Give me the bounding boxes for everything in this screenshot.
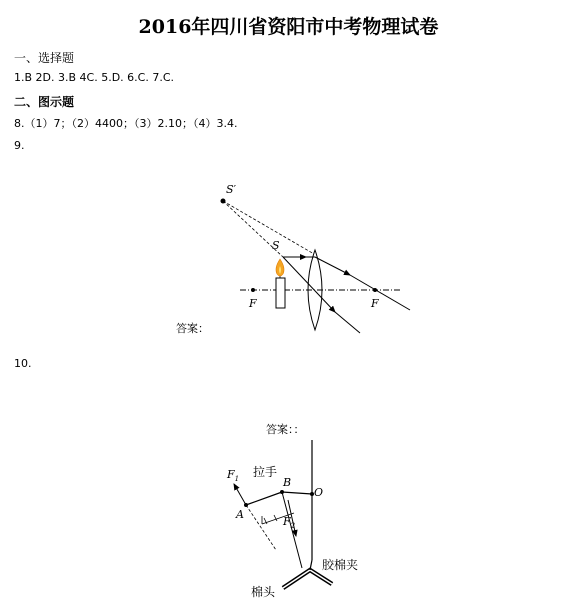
handle-arm <box>246 492 282 505</box>
label-f2: $F_2$ <box>283 515 296 531</box>
dashed-force-line <box>246 505 276 550</box>
question9-label: 9. <box>14 139 25 152</box>
section1-heading: 一、选择题 <box>14 51 75 65</box>
label-a: A <box>236 508 244 521</box>
label-handle: 拉手 <box>253 465 278 479</box>
label-o: O <box>314 486 324 499</box>
label-clip: 胶棉夹 <box>322 558 359 572</box>
label-head: 棉头 <box>251 585 276 599</box>
section2-heading: 二、图示题 <box>14 95 75 109</box>
label-focus-left: F <box>249 297 257 310</box>
label-focus-right: F <box>371 297 379 310</box>
section1-answers: 1.B 2D. 3.B 4C. 5.D. 6.C. 7.C. <box>14 71 175 84</box>
page-title: 2016年四川省资阳市中考物理试卷 <box>138 16 439 38</box>
label-s-point: S <box>272 239 280 252</box>
figure9-answer-label: 答案： <box>176 322 209 335</box>
label-s-image: S′ <box>226 183 237 196</box>
question10-label: 10. <box>14 357 32 370</box>
figure10-answer-label: 答案：： <box>266 423 305 436</box>
label-f1: $F_1$ <box>227 468 240 484</box>
force-f1-arrow <box>234 484 246 505</box>
label-b: B <box>283 476 292 489</box>
question8-answer: 8.（1）7；（2）4400；（3）2.10；（4）3.4. <box>14 117 238 130</box>
